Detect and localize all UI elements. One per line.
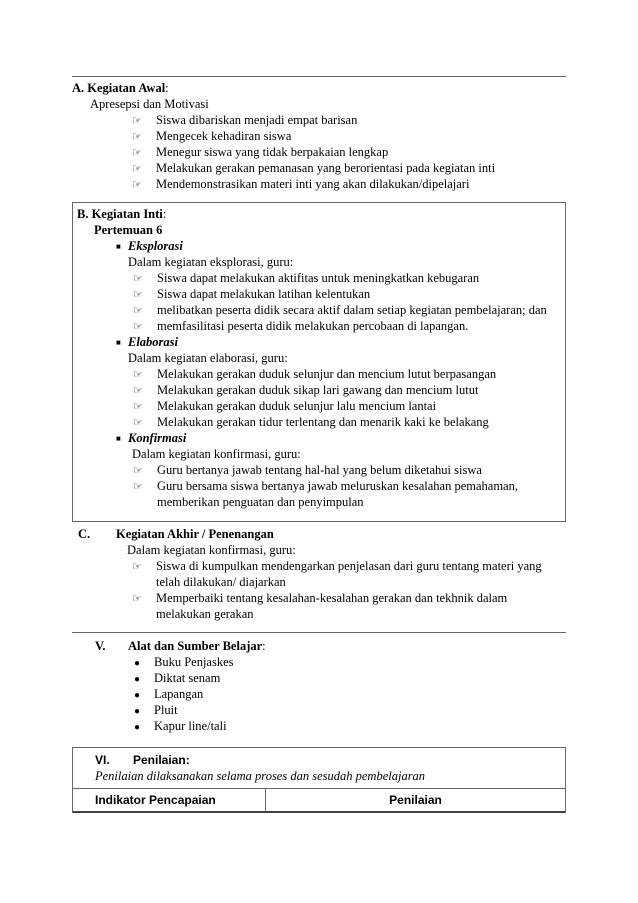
list-item: ☞ Siswa dapat melakukan aktifitas untuk meningkatkan kebugaran [133, 271, 480, 285]
list-item: ● Buku Penjaskes [72, 654, 566, 670]
list-item-continuation: telah dilakukan/ diajarkan [156, 575, 286, 589]
list-item: ☞ Menegur siswa yang tidak berpakaian lengkap [132, 145, 389, 159]
pointing-hand-icon: ☞ [133, 401, 143, 413]
section-c-label: Kegiatan Akhir / Penenangan [116, 527, 274, 541]
konfirmasi-intro: Dalam kegiatan konfirmasi, guru: [132, 447, 301, 461]
column-header-indikator: Indikator Pencapaian [73, 789, 266, 811]
section-c-letter: C. [78, 527, 91, 541]
round-bullet-icon: ● [134, 722, 141, 733]
square-bullet-icon: ■ [116, 434, 121, 443]
section-v-number: V. [95, 639, 106, 653]
pointing-hand-icon: ☞ [132, 179, 142, 191]
round-bullet-icon: ● [134, 706, 141, 717]
assessment-table-header [73, 788, 565, 813]
list-item: ☞ Melakukan gerakan duduk sikap lari gawang dan mencium lutut [133, 383, 479, 397]
pointing-hand-icon: ☞ [132, 163, 142, 175]
document-page [72, 76, 566, 813]
list-item: ☞ Melakukan gerakan pemanasan yang berorientasi pada kegiatan inti [132, 161, 496, 175]
section-b-label: B. Kegiatan Inti [77, 207, 163, 221]
column-header-penilaian: Penilaian [389, 793, 442, 807]
meeting-label: Pertemuan 6 [94, 223, 163, 237]
section-vi-heading [73, 752, 565, 768]
section-c-heading [72, 526, 566, 542]
list-item: ● Diktat senam [72, 670, 566, 686]
pointing-hand-icon: ☞ [133, 481, 143, 493]
square-bullet-icon: ■ [116, 242, 121, 251]
pointing-hand-icon: ☞ [133, 305, 143, 317]
list-item: ☞ Siswa dapat melakukan latihan kelentukan [133, 287, 371, 301]
section-vi-label: Penilaian: [133, 753, 190, 767]
square-bullet-icon: ■ [116, 338, 121, 347]
eksplorasi-intro: Dalam kegiatan eksplorasi, guru: [128, 255, 294, 269]
section-penilaian [72, 747, 566, 813]
pointing-hand-icon: ☞ [133, 417, 143, 429]
list-item: ☞ Siswa dibariskan menjadi empat barisan [132, 113, 358, 127]
list-item: ☞ Memperbaiki tentang kesalahan-kesalahan gerakan dan tekhnik dalam [132, 591, 508, 605]
section-kegiatan-akhir [72, 522, 566, 632]
section-vi-number: VI. [95, 753, 110, 767]
pointing-hand-icon: ☞ [133, 385, 143, 397]
pointing-hand-icon: ☞ [133, 289, 143, 301]
elaborasi-heading: ■ Elaborasi [116, 335, 179, 349]
list-item: ☞ melibatkan peserta didik secara aktif dalam setiap kegiatan pembelajaran; dan [133, 303, 547, 317]
pointing-hand-icon: ☞ [132, 593, 142, 605]
pointing-hand-icon: ☞ [132, 131, 142, 143]
section-v-heading: V. Alat dan Sumber Belajar: [95, 639, 266, 653]
section-a-label: A. Kegiatan Awal [72, 81, 166, 95]
elaborasi-intro: Dalam kegiatan elaborasi, guru: [128, 351, 288, 365]
list-item: ☞ memfasilitasi peserta didik melakukan percobaan di lapangan. [133, 319, 469, 333]
round-bullet-icon: ● [134, 674, 141, 685]
list-item: ● Kapur line/tali [72, 718, 566, 734]
eksplorasi-heading: ■ Eksplorasi [116, 239, 183, 253]
section-kegiatan-inti [72, 202, 566, 522]
round-bullet-icon: ● [134, 658, 141, 669]
list-item: ☞ Melakukan gerakan duduk selunjur lalu mencium lantai [133, 399, 437, 413]
round-bullet-icon: ● [134, 690, 141, 701]
section-c-intro: Dalam kegiatan konfirmasi, guru: [127, 543, 296, 557]
section-a-subheading: Apresepsi dan Motivasi [90, 97, 209, 111]
list-item: ☞ Guru bersama siswa bertanya jawab meluruskan kesalahan pemahaman, [133, 479, 518, 493]
list-item: ☞ Mengecek kehadiran siswa [132, 129, 292, 143]
section-a-heading: A. Kegiatan Awal: [72, 81, 169, 95]
pointing-hand-icon: ☞ [132, 115, 142, 127]
list-item-continuation: memberikan penguatan dan penyimpulan [157, 495, 364, 509]
pointing-hand-icon: ☞ [132, 561, 142, 573]
pointing-hand-icon: ☞ [133, 273, 143, 285]
pointing-hand-icon: ☞ [133, 321, 143, 333]
pointing-hand-icon: ☞ [133, 369, 143, 381]
konfirmasi-heading: ■ Konfirmasi [116, 431, 187, 445]
list-item: ☞ Mendemonstrasikan materi inti yang akan dilakukan/dipelajari [132, 177, 470, 191]
list-item: ● Pluit [72, 702, 566, 718]
list-item-continuation: melakukan gerakan [156, 607, 254, 621]
list-item: ● Lapangan [72, 686, 566, 702]
section-vi-note: Penilaian dilaksanakan selama proses dan sesudah pembelajaran [95, 769, 426, 783]
pointing-hand-icon: ☞ [133, 465, 143, 477]
list-item: ☞ Siswa di kumpulkan mendengarkan penjelasan dari guru tentang materi yang [132, 559, 542, 573]
section-b-heading: B. Kegiatan Inti: [77, 207, 167, 221]
section-v-label: Alat dan Sumber Belajar [128, 639, 263, 653]
section-alat-sumber [72, 632, 566, 747]
list-item: ☞ Guru bertanya jawab tentang hal-hal yang belum diketahui siswa [133, 463, 482, 477]
pointing-hand-icon: ☞ [132, 147, 142, 159]
section-kegiatan-awal [72, 76, 566, 202]
list-item: ☞ Melakukan gerakan tidur terlentang dan menarik kaki ke belakang [133, 415, 489, 429]
list-item: ☞ Melakukan gerakan duduk selunjur dan mencium lutut berpasangan [133, 367, 497, 381]
